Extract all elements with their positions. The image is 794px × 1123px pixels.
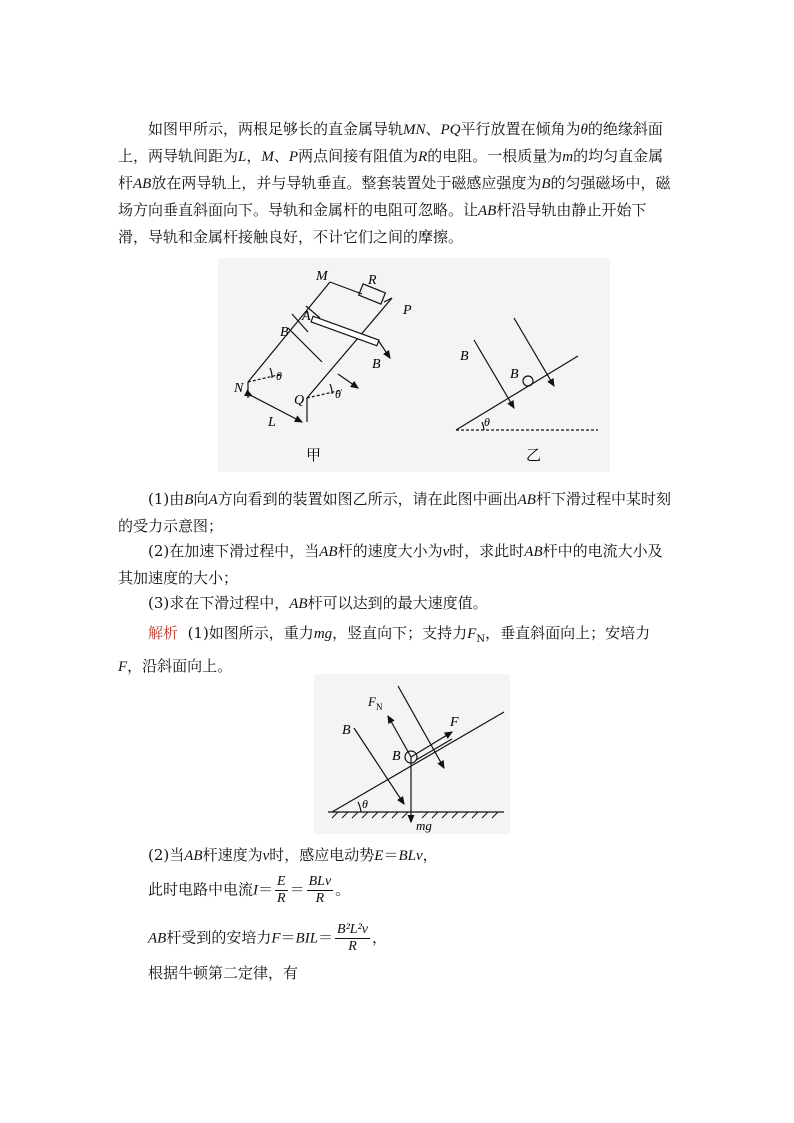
var-BIL: BIL bbox=[295, 930, 319, 947]
var-R: R bbox=[418, 149, 428, 165]
text: 的电阻。一根质量为 bbox=[427, 147, 563, 165]
text: ＝ bbox=[289, 880, 305, 899]
var-AB: AB bbox=[478, 203, 497, 219]
label-A: A bbox=[302, 309, 311, 324]
figure-force-drawing bbox=[314, 674, 510, 834]
text: 此时电路中电流 bbox=[148, 880, 254, 899]
text: (2)当 bbox=[148, 846, 185, 864]
text: 时，感应电动势 bbox=[269, 846, 375, 864]
fraction-BLv-over-R bbox=[307, 874, 334, 907]
solution-line-4 bbox=[148, 962, 298, 984]
text: 杆沿导轨由静止开始下滑，导轨和金属杆接触良好，不计它们之间的摩擦。 bbox=[118, 201, 647, 246]
var-B: B bbox=[541, 176, 551, 192]
var-AB: AB bbox=[517, 492, 536, 508]
label-B-field: B bbox=[460, 349, 469, 364]
var-v: v bbox=[442, 544, 450, 560]
label-jia: 甲 bbox=[306, 448, 322, 464]
text: 方向看到的装置如图乙所示，请在此图中画出 bbox=[217, 490, 518, 508]
text: ，竖直向下；支持力 bbox=[332, 624, 468, 642]
var-B: B bbox=[184, 492, 194, 508]
var-A: A bbox=[208, 492, 218, 508]
label-F: F bbox=[450, 715, 459, 730]
var-P: P bbox=[288, 149, 299, 165]
fraction-B2L2v-over-R bbox=[335, 922, 370, 955]
text: ＝ bbox=[383, 846, 399, 864]
text: ， bbox=[246, 147, 262, 165]
figure-force-diagram bbox=[314, 674, 510, 834]
label-B-ball: B bbox=[510, 367, 519, 382]
figure-jia-yi-drawing bbox=[218, 258, 610, 472]
text: (1)由 bbox=[148, 490, 185, 508]
analysis bbox=[118, 620, 674, 680]
label-Q: Q bbox=[294, 393, 305, 408]
denominator: R bbox=[277, 891, 286, 906]
label-theta: θ bbox=[362, 797, 368, 811]
var-F: F bbox=[271, 930, 281, 947]
label-FN: F bbox=[368, 694, 376, 709]
var-I: I bbox=[253, 882, 259, 899]
text: 两点间接有阻值为 bbox=[298, 147, 419, 165]
text: 平行放置在倾角为 bbox=[460, 120, 581, 138]
text: 的均匀直金属杆 bbox=[118, 147, 664, 192]
var-AB: AB bbox=[319, 544, 338, 560]
text: 杆速度为 bbox=[202, 846, 263, 864]
var-F: F bbox=[467, 626, 477, 642]
question-3 bbox=[118, 590, 674, 617]
text: 杆受到的安培力 bbox=[166, 928, 272, 947]
label-theta-2: θ bbox=[335, 387, 341, 401]
text: ， bbox=[422, 846, 438, 864]
var-AB: AB bbox=[524, 544, 543, 560]
label-L: L bbox=[268, 415, 276, 430]
fraction-E-over-R bbox=[275, 874, 288, 907]
var-mg: mg bbox=[313, 626, 333, 642]
label-R: R bbox=[368, 273, 377, 288]
label-theta-1: θ bbox=[276, 369, 282, 383]
var-AB: AB bbox=[133, 176, 152, 192]
text: 如图甲所示，两根足够长的直金属导轨 bbox=[148, 120, 404, 138]
text: 。 bbox=[335, 880, 351, 899]
label-P: P bbox=[403, 303, 412, 318]
solution-line-1 bbox=[148, 844, 438, 867]
text: 时，求此时 bbox=[449, 542, 525, 560]
var-PQ: PQ bbox=[440, 122, 461, 138]
var-AB: AB bbox=[289, 596, 308, 612]
text: ＝ bbox=[318, 928, 334, 947]
var-E: E bbox=[374, 848, 384, 864]
denominator: R bbox=[315, 891, 325, 906]
subscript-N: N bbox=[476, 634, 486, 645]
label-B-field: B bbox=[342, 723, 351, 738]
solution-line-3 bbox=[148, 922, 387, 955]
text: (1)如图所示，重力 bbox=[187, 624, 314, 642]
numerator: B²L²v bbox=[337, 922, 368, 937]
text: 向 bbox=[193, 490, 209, 508]
question-1 bbox=[118, 486, 674, 539]
var-L: L bbox=[238, 149, 247, 165]
label-M: M bbox=[316, 269, 328, 284]
text: 、 bbox=[273, 147, 289, 165]
label-B-left: B bbox=[280, 325, 289, 340]
text: ＝ bbox=[280, 928, 296, 947]
text: 的匀强磁场中，磁场方向垂直斜面向下。导轨和金属杆的电阻可忽略。让 bbox=[118, 174, 671, 219]
var-MN: MN bbox=[403, 122, 426, 138]
label-theta: θ bbox=[484, 415, 490, 429]
text: 杆中的电流大小及其加速度的大小； bbox=[118, 542, 663, 587]
text: 杆可以达到的最大速度值。 bbox=[307, 594, 488, 612]
text: 的绝缘斜面上，两导轨间距为 bbox=[118, 120, 663, 165]
text: 杆的速度大小为 bbox=[337, 542, 443, 560]
text: ，垂直斜面向上；安培力 bbox=[485, 624, 651, 642]
var-BLv: BLv bbox=[398, 848, 423, 864]
label-FN-sub: N bbox=[376, 702, 383, 712]
label-yi: 乙 bbox=[526, 448, 542, 464]
var-F: F bbox=[118, 659, 128, 675]
problem-statement bbox=[118, 116, 674, 250]
analysis-tag: 解析 bbox=[148, 624, 179, 642]
numerator: E bbox=[277, 874, 286, 889]
question-2 bbox=[118, 538, 674, 591]
figure-jia-yi bbox=[218, 258, 610, 472]
text: 杆下滑过程中某时刻的受力示意图； bbox=[118, 490, 671, 535]
var-AB: AB bbox=[148, 930, 167, 947]
var-v: v bbox=[262, 848, 270, 864]
text: (2)在加速下滑过程中，当 bbox=[148, 542, 320, 560]
var-AB: AB bbox=[184, 848, 203, 864]
text: ， bbox=[372, 928, 388, 947]
text: 、 bbox=[425, 120, 441, 138]
var-M: M bbox=[261, 149, 274, 165]
text: (3)求在下滑过程中， bbox=[148, 594, 290, 612]
solution-line-2 bbox=[148, 874, 350, 907]
label-B-ball: B bbox=[392, 749, 401, 764]
text: ，沿斜面向上。 bbox=[127, 657, 233, 675]
var-theta: θ bbox=[580, 122, 588, 138]
var-m: m bbox=[562, 149, 574, 165]
label-B-rod: B bbox=[372, 357, 381, 372]
text: 放在两导轨上，并与导轨垂直。整套装置处于磁感应强度为 bbox=[151, 174, 542, 192]
denominator: R bbox=[348, 939, 357, 954]
label-mg: mg bbox=[416, 818, 432, 833]
text: 根据牛顿第二定律，有 bbox=[148, 964, 299, 982]
label-N: N bbox=[234, 381, 244, 396]
numerator: BLv bbox=[308, 874, 332, 889]
text: ＝ bbox=[258, 880, 274, 899]
